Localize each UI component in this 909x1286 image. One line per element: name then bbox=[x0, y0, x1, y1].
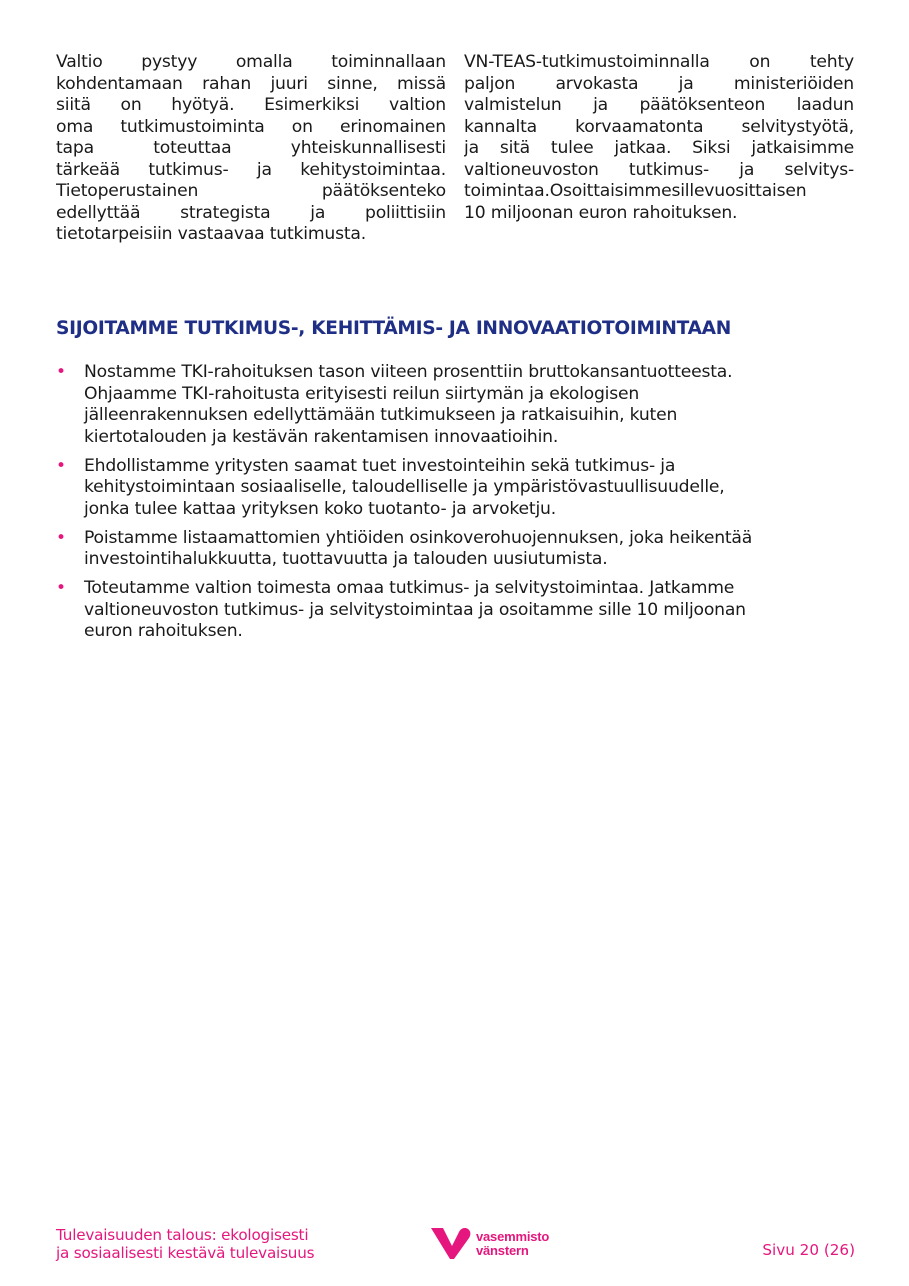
paragraph-line: toimintaa.Osoittaisimmesillevuosittaisen bbox=[464, 181, 807, 201]
list-item-line: Toteutamme valtion toimesta omaa tutkimus- ja selvitystoimintaa. Jatkamme bbox=[84, 578, 735, 598]
list-item-line: jonka tulee kattaa yrityksen koko tuotanto- ja arvoketju. bbox=[84, 498, 556, 519]
v-heart-icon bbox=[430, 1226, 472, 1260]
paragraph-line: VN-TEAS-tutkimustoiminnalla on tehty bbox=[464, 52, 854, 72]
vasemmisto-logo bbox=[430, 1226, 570, 1262]
bullet-icon: • bbox=[56, 578, 66, 598]
left-column bbox=[56, 52, 446, 246]
bullet-icon: • bbox=[56, 527, 66, 548]
paragraph-line: 10 miljoonan euron rahoituksen. bbox=[464, 202, 738, 223]
paragraph-line: Tietoperustainen päätöksenteko bbox=[56, 181, 446, 201]
paragraph-line: kohdentamaan rahan juuri sinne, missä bbox=[56, 73, 446, 94]
logo-line: vänstern bbox=[476, 1243, 529, 1258]
list-item-line: Nostamme TKI-rahoituksen tason viiteen prosenttiin bruttokansantuotteesta. bbox=[84, 362, 733, 382]
list-item-line: Ehdollistamme yritysten saamat tuet investointeihin sekä tutkimus- ja bbox=[84, 455, 676, 476]
list-item-line: jälleenrakennuksen edellyttämään tutkimukseen ja ratkaisuihin, kuten bbox=[84, 405, 678, 425]
paragraph-line: tietotarpeisiin vastaavaa tutkimusta. bbox=[56, 224, 366, 244]
footer-title-line: ja sosiaalisesti kestävä tulevaisuus bbox=[56, 1243, 315, 1262]
bullet-icon: • bbox=[56, 362, 66, 382]
list-item bbox=[56, 578, 856, 643]
paragraph-line: kannalta korvaamatonta selvitystyötä, bbox=[464, 116, 854, 137]
paragraph-line: Valtio pystyy omalla toiminnallaan bbox=[56, 52, 446, 72]
paragraph-line: tapa toteuttaa yhteiskunnallisesti bbox=[56, 138, 446, 158]
footer-document-title bbox=[56, 1227, 314, 1262]
bullet-icon: • bbox=[56, 455, 66, 476]
logo-wordmark bbox=[476, 1230, 549, 1258]
list-item-line: kehitystoimintaan sosiaaliselle, taloudelliselle ja ympäristövastuullisuudelle, bbox=[84, 477, 725, 497]
paragraph-line: paljon arvokasta ja ministeriöiden bbox=[464, 73, 854, 94]
right-column bbox=[464, 52, 854, 224]
list-item-line: euron rahoituksen. bbox=[84, 621, 243, 641]
list-item-line: Poistamme listaamattomien yhtiöiden osinkoverohuojennuksen, joka heikentää bbox=[84, 527, 753, 548]
paragraph-line: ja sitä tulee jatkaa. Siksi jatkaisimme bbox=[464, 138, 854, 158]
paragraph-line: valmistelun ja päätöksenteon laadun bbox=[464, 95, 854, 115]
section-heading: SIJOITAMME TUTKIMUS-, KEHITTÄMIS- JA INNOVAATIOTOIMINTAAN bbox=[56, 318, 732, 339]
list-item bbox=[56, 528, 856, 571]
list-item-line: kiertotalouden ja kestävän rakentamisen innovaatioihin. bbox=[84, 426, 559, 447]
logo-line: vasemmisto bbox=[476, 1229, 550, 1244]
list-item bbox=[56, 456, 856, 521]
list-item-line: valtioneuvoston tutkimus- ja selvitystoimintaa ja osoitamme sille 10 miljoonan bbox=[84, 599, 746, 620]
paragraph-line: siitä on hyötyä. Esimerkiksi valtion bbox=[56, 95, 446, 115]
paragraph-line: valtioneuvoston tutkimus- ja selvitys- bbox=[464, 159, 854, 180]
paragraph-line: edellyttää strategista ja poliittisiin bbox=[56, 202, 446, 223]
list-item-line: Ohjaamme TKI-rahoitusta erityisesti reilun siirtymän ja ekologisen bbox=[84, 383, 640, 404]
paragraph-line: tärkeää tutkimus- ja kehitystoimintaa. bbox=[56, 159, 446, 180]
bullet-list bbox=[56, 362, 856, 650]
paragraph-line: oma tutkimustoiminta on erinomainen bbox=[56, 116, 446, 137]
footer-title-line: Tulevaisuuden talous: ekologisesti bbox=[56, 1226, 309, 1244]
page-number: Sivu 20 (26) bbox=[762, 1241, 855, 1259]
list-item bbox=[56, 362, 856, 448]
list-item-line: investointihalukkuutta, tuottavuutta ja talouden uusiutumista. bbox=[84, 549, 608, 569]
